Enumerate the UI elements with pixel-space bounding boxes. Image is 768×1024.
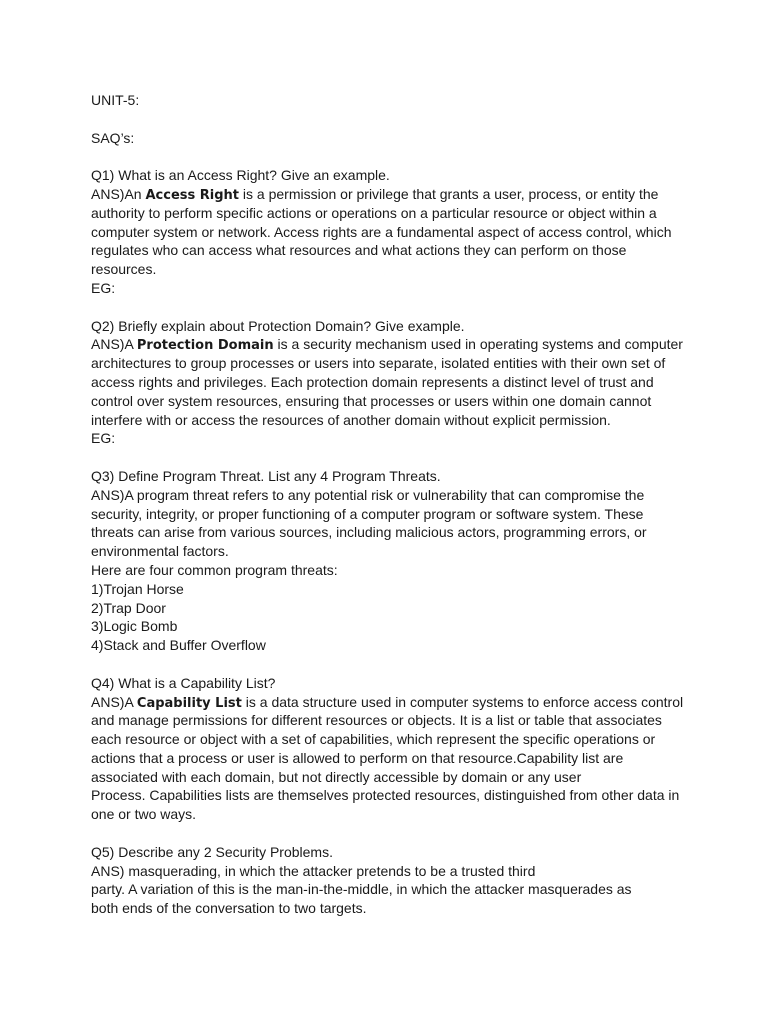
- spacer: [91, 655, 691, 674]
- document-page: [91, 91, 691, 918]
- question-5: Q5) Describe any 2 Security Problems.: [91, 843, 333, 860]
- answer-1-line: computer system or network. Access rights are a fundamental aspect of access control, which: [91, 223, 672, 240]
- answer-1-line: resources.: [91, 261, 157, 278]
- answer-4-line: one or two ways.: [91, 806, 197, 823]
- answer-2-prefix: ANS)A: [91, 336, 137, 353]
- answer-1-example-label: EG:: [91, 279, 116, 296]
- answer-1-first-line: [91, 185, 691, 204]
- answer-3-line: environmental factors.: [91, 543, 229, 560]
- question-2: Q2) Briefly explain about Protection Domain? Give example.: [91, 317, 465, 334]
- answer-2-line: interfere with or access the resources of another domain without explicit permission.: [91, 411, 611, 428]
- answer-4-line: Process. Capabilities lists are themselves protected resources, distinguished from other data in: [91, 787, 680, 804]
- answer-3-line: threats can arise from various sources, including malicious actors, programming errors, or: [91, 524, 647, 541]
- answer-4-line: and manage permissions for different resources or objects. It is a list or table that associates: [91, 712, 662, 729]
- answer-3-line: security, integrity, or proper functioning of a computer program or software system. These: [91, 505, 644, 522]
- answer-2-line: access rights and privileges. Each protection domain represents a distinct level of trust and: [91, 373, 654, 390]
- unit-heading: UNIT-5:: [91, 92, 140, 108]
- answer-4-line: actions that a process or user is allowed to perform on that resource.Capability list are: [91, 749, 624, 766]
- answer-4-term: Capability List: [136, 695, 242, 711]
- threat-list-item: 4)Stack and Buffer Overflow: [91, 637, 266, 654]
- threat-list-item: 2)Trap Door: [91, 599, 166, 616]
- answer-4-line: each resource or object with a set of capabilities, which represent the specific operations or: [91, 731, 656, 748]
- threat-list-item: 3)Logic Bomb: [91, 618, 178, 635]
- question-3: Q3) Define Program Threat. List any 4 Program Threats.: [91, 467, 441, 484]
- answer-2-example-label: EG:: [91, 430, 116, 447]
- answer-4-first-line: [91, 693, 691, 712]
- answer-2-term: Protection Domain: [136, 338, 274, 354]
- spacer: [91, 110, 691, 129]
- answer-3-first-line: ANS)A program threat refers to any potential risk or vulnerability that can compromise the: [91, 486, 645, 503]
- answer-4-line-0: is a data structure used in computer systems to enforce access control: [241, 693, 684, 710]
- answer-2-first-line: [91, 335, 691, 354]
- spacer: [91, 298, 691, 317]
- answer-5-line: party. A variation of this is the man-in-the-middle, in which the attacker masquerades as: [91, 881, 632, 898]
- answer-1-line: authority to perform specific actions or operations on a particular resource or object within a: [91, 204, 657, 221]
- answer-5-line: both ends of the conversation to two targets.: [91, 900, 367, 917]
- answer-4-prefix: ANS)A: [91, 693, 137, 710]
- answer-1-line-0: is a permission or privilege that grants a user, process, or entity the: [239, 185, 659, 202]
- section-heading: SAQ’s:: [91, 129, 135, 146]
- answer-1-prefix: ANS)An: [91, 185, 146, 202]
- answer-5-first-line: ANS) masquerading, in which the attacker pretends to be a trusted third: [91, 862, 536, 879]
- threat-list-item: 1)Trojan Horse: [91, 580, 184, 597]
- answer-1-term: Access Right: [145, 187, 240, 203]
- spacer: [91, 824, 691, 843]
- answer-2-line-0: is a security mechanism used in operating systems and computer: [273, 336, 683, 353]
- spacer: [91, 448, 691, 467]
- answer-2-line: architectures to group processes or users into separate, isolated entities with their own set of: [91, 355, 666, 372]
- answer-4-line: associated with each domain, but not directly accessible by domain or any user: [91, 768, 582, 785]
- answer-2-line: control over system resources, ensuring that processes or users within one domain cannot: [91, 392, 652, 409]
- question-1: Q1) What is an Access Right? Give an example.: [91, 167, 390, 184]
- answer-1-line: regulates who can access what resources and what actions they can perform on those: [91, 242, 627, 259]
- spacer: [91, 147, 691, 166]
- question-4: Q4) What is a Capability List?: [91, 674, 276, 691]
- answer-3-list-intro: Here are four common program threats:: [91, 561, 338, 578]
